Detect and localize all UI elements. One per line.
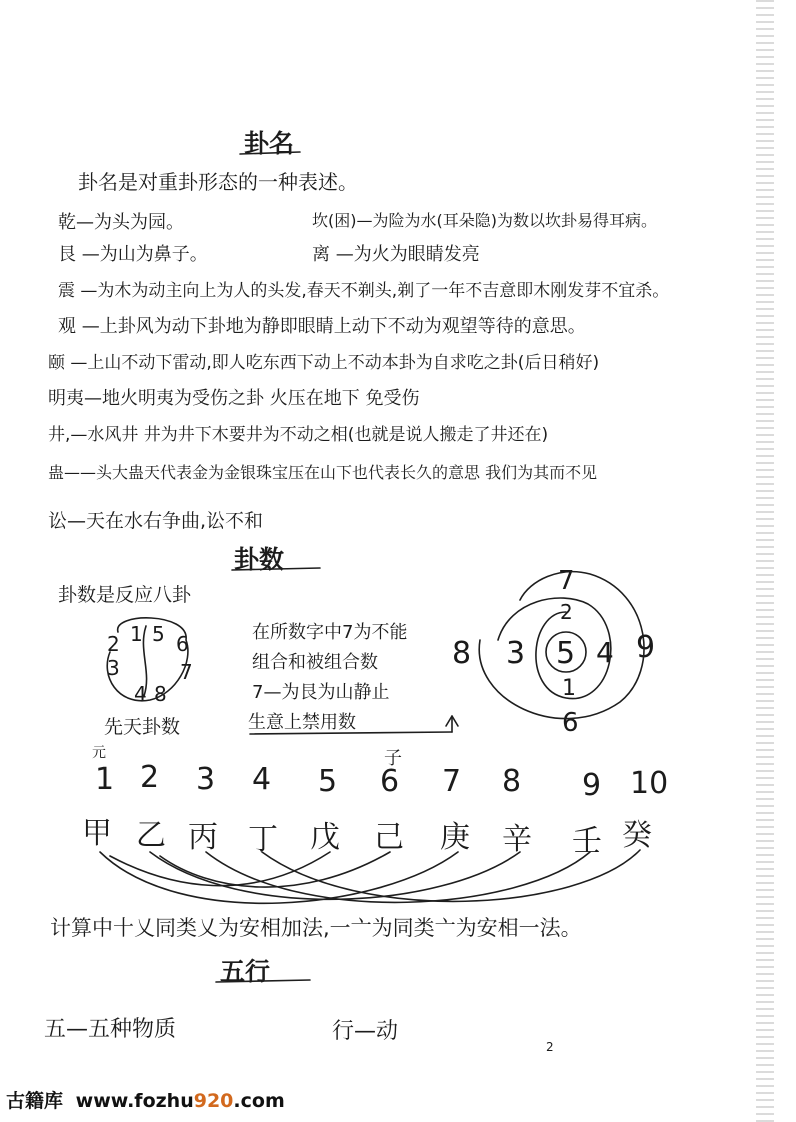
calc-line: 计算中十乂同类乂为安相加法,一亠为同类亠为安相一法。 (50, 916, 582, 940)
stem-geng: 庚 (440, 820, 470, 855)
spiral-digit: 7 (558, 566, 575, 596)
note-line: 组合和被组合数 (252, 652, 378, 673)
spiral-digit: 4 (596, 636, 614, 669)
xiantian-divider (143, 626, 146, 696)
note-line: 生意上禁用数 (248, 712, 356, 733)
note-underline (250, 732, 452, 734)
note-line: 7—为艮为山静止 (252, 682, 390, 703)
spiral-digit: 2 (560, 600, 573, 624)
circle-digit: 3 (107, 656, 120, 680)
stem-ren: 壬 (572, 824, 602, 859)
watermark (6, 1086, 285, 1113)
section-title-wu-xing: 五行 (220, 957, 271, 986)
watermark-label: 古籍库 (6, 1090, 64, 1112)
circle-digit: 5 (152, 622, 165, 646)
entry-guan: 观 —上卦风为动下卦地为静即眼睛上动下不动为观望等待的意思。 (58, 316, 586, 337)
pair-arc (100, 852, 458, 903)
title-underline (216, 980, 310, 982)
wuxing-line-right: 行—动 (332, 1019, 399, 1044)
spiral-digit: 6 (562, 708, 579, 738)
section-title-gua-ming: 卦名 (244, 129, 295, 158)
pair-arc (160, 852, 390, 887)
spiral-digit: 9 (636, 630, 656, 665)
stem-gui: 癸 (622, 818, 652, 853)
spiral-digit: 3 (506, 636, 526, 671)
stem-xin: 辛 (502, 822, 532, 857)
entry-gen: 艮 —为山为鼻子。 (58, 244, 208, 265)
number-9: 9 (582, 768, 602, 803)
number-6: 6 (380, 764, 400, 799)
page-number: 2 (546, 1040, 554, 1054)
spiral-loop (498, 598, 611, 699)
marker-zi: 子 (384, 748, 402, 769)
wuxing-line-left: 五—五种物质 (44, 1017, 177, 1042)
entry-yi: 颐 —上山不动下雷动,即人吃东西下动上不动本卦为自求吃之卦(后日稍好) (48, 353, 600, 373)
circle-digit: 6 (176, 632, 189, 656)
note-line: 在所数字中7为不能 (252, 622, 408, 643)
stem-wu: 戊 (310, 820, 340, 855)
spiral-center-circle (546, 632, 586, 672)
number-4: 4 (252, 762, 272, 797)
circle-digit: 2 (107, 632, 120, 656)
number-3: 3 (196, 762, 216, 797)
title-underline (240, 152, 300, 154)
spiral-digit: 1 (562, 676, 576, 701)
number-1: 1 (95, 762, 115, 797)
stem-ding: 丁 (248, 822, 278, 857)
watermark-domain-post: .com (233, 1090, 285, 1112)
number-7: 7 (442, 764, 462, 799)
watermark-domain-num: 920 (193, 1090, 234, 1112)
circle-digit: 7 (180, 660, 193, 684)
intro-line: 卦名是对重卦形态的一种表述。 (78, 170, 358, 194)
entry-zhen: 震 —为木为动主向上为人的头发,春天不剃头,剃了一年不吉意即木刚发芽不宜杀。 (58, 281, 670, 301)
number-5: 5 (318, 764, 338, 799)
entry-kan: 坎(困)—为险为水(耳朵隐)为数以坎卦易得耳病。 (312, 211, 657, 230)
stem-ji: 己 (374, 820, 404, 855)
marker-yuan: 元 (92, 745, 106, 761)
stem-jia: 甲 (82, 816, 112, 851)
stem-bing: 丙 (188, 820, 218, 855)
gua-shu-intro: 卦数是反应八卦 (58, 584, 192, 606)
entry-qian: 乾—为头为园。 (58, 212, 184, 233)
title-underline (232, 568, 320, 570)
spiral-digit: 5 (556, 636, 576, 671)
number-8: 8 (502, 764, 522, 799)
watermark-domain-pre: www.fozhu (75, 1090, 194, 1112)
section-title-gua-shu: 卦数 (234, 545, 285, 574)
entry-song: 讼—天在水右争曲,讼不和 (48, 510, 264, 532)
entry-jing: 井,—水风井 井为井下木要井为不动之相(也就是说人搬走了井还在) (48, 425, 549, 445)
circle-digit: 4 (134, 682, 147, 706)
entry-mingyi: 明夷—地火明夷为受伤之卦 火压在地下 免受伤 (48, 388, 420, 409)
number-10: 10 (630, 766, 669, 801)
xiantian-circle (107, 618, 188, 701)
circle-digit: 1 (130, 622, 143, 646)
number-2: 2 (140, 760, 160, 795)
xiantian-label: 先天卦数 (104, 716, 181, 738)
spiral-digit: 8 (452, 636, 472, 671)
stem-yi: 乙 (136, 818, 166, 853)
entry-gu: 蛊——头大蛊天代表金为金银珠宝压在山下也代表长久的意思 我们为其而不见 (48, 463, 598, 482)
entry-li: 离 —为火为眼睛发亮 (312, 244, 480, 265)
circle-digit: 8 (154, 682, 167, 706)
